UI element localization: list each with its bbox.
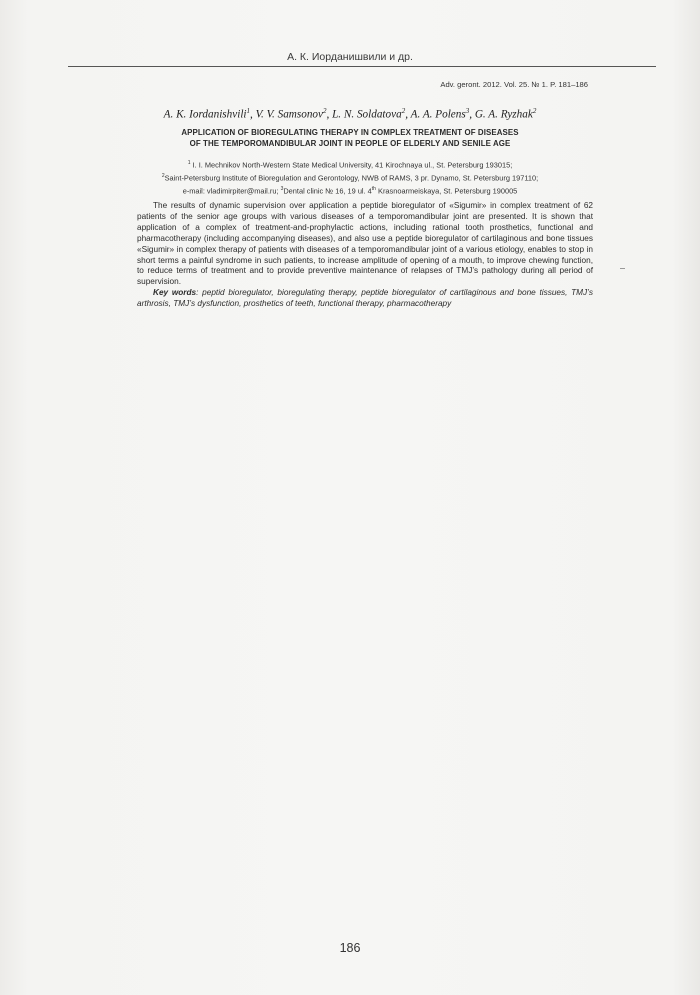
abstract-text: The results of dynamic supervision over application a peptide bioregulator of «Sigumir» in complex treatment of 62 patients of the senior age groups with various diseases of a temporomandibular joint are presented. It is shown that application of a complex of treatment-and-prophylactic actions, including rational tooth prosthetics, functional and pharmacotherapy (including accompanying diseases), and also use a peptide bioregulator of cartilaginous and bone tissues «Sigumir» in complex therapy of patients with diseases of a temporomandibular joint of a various etiology, enables to stop in short terms a painful syndrome in such patients, to increase amplitude of opening of a mouth, to improve chewing function, to reduce terms of treatment and to provide preventive maintenance of relapses of TMJ’s pathology during all period of supervision. bbox=[137, 201, 593, 287]
affiliation-text: Krasnoarmeiskaya, St. Petersburg 190005 bbox=[375, 186, 518, 196]
affiliation-line bbox=[0, 184, 700, 197]
page-number: 186 bbox=[339, 941, 361, 955]
author-affil-mark: 2 bbox=[322, 107, 327, 115]
affiliation-line bbox=[0, 171, 700, 184]
author-name: G. A. Ryzhak bbox=[474, 108, 533, 121]
keywords-label: Key words bbox=[153, 288, 197, 298]
author-name: A. K. Iordanishvili bbox=[163, 108, 247, 121]
title-line: APPLICATION OF BIOREGULATING THERAPY IN COMPLEX TREATMENT OF DISEASES bbox=[181, 128, 519, 137]
author-name: V. V. Samsonov bbox=[255, 108, 323, 121]
affil-mark: 3 bbox=[280, 185, 284, 192]
ordinal-suffix: th bbox=[371, 185, 376, 192]
header-rule bbox=[68, 66, 656, 67]
affil-mark: 1 bbox=[187, 160, 191, 166]
author-affil-mark: 2 bbox=[532, 107, 537, 115]
affiliation-text: Saint-Petersburg Institute of Bioregulation and Gerontology, NWB of RAMS, 3 pr. Dynamo, St. Petersburg 197110; bbox=[164, 173, 539, 183]
margin-mark bbox=[620, 268, 625, 269]
author-affil-mark: 3 bbox=[465, 107, 470, 115]
author-list: A. K. Iordanishvili$^1$, V. V. Samsonov$^2$, L. N. Soldatova$^2$, A. A. Polens$^3$, G. A. Ryzhak$^2$ bbox=[163, 107, 537, 121]
keywords bbox=[137, 288, 593, 310]
author-name: L. N. Soldatova bbox=[332, 108, 402, 121]
email-text: e-mail: vladimirpiter@mail.ru; bbox=[182, 186, 281, 196]
affiliation-text: Dental clinic № 16, 19 ul. 4 bbox=[283, 186, 372, 196]
article-title bbox=[0, 127, 700, 149]
title-line: OF THE TEMPOROMANDIBULAR JOINT IN PEOPLE OF ELDERLY AND SENILE AGE bbox=[189, 139, 511, 148]
keywords-text: : peptid bioregulator, bioregulating therapy, peptide bioregulator of cartilaginous and bone tissues, TMJ’s arthrosis, TMJ’s dysfunction, prosthetics of teeth, functional therapy, pharmacotherapy bbox=[137, 288, 593, 309]
author-name: A. A. Polens bbox=[410, 108, 466, 121]
author-affil-mark: 1 bbox=[246, 107, 251, 115]
affiliation-text: I. I. Mechnikov North-Western State Medical University, 41 Kirochnaya ul., St. Petersburg 193015; bbox=[190, 160, 513, 170]
abstract bbox=[137, 201, 593, 310]
author-affil-mark: 2 bbox=[401, 107, 406, 115]
affiliation-line bbox=[0, 158, 700, 171]
affiliations bbox=[0, 158, 700, 197]
running-head: А. К. Иорданишвили и др. bbox=[287, 51, 413, 63]
affil-mark: 2 bbox=[161, 172, 165, 179]
journal-citation: Adv. geront. 2012. Vol. 25. № 1. P. 181–186 bbox=[440, 80, 588, 89]
